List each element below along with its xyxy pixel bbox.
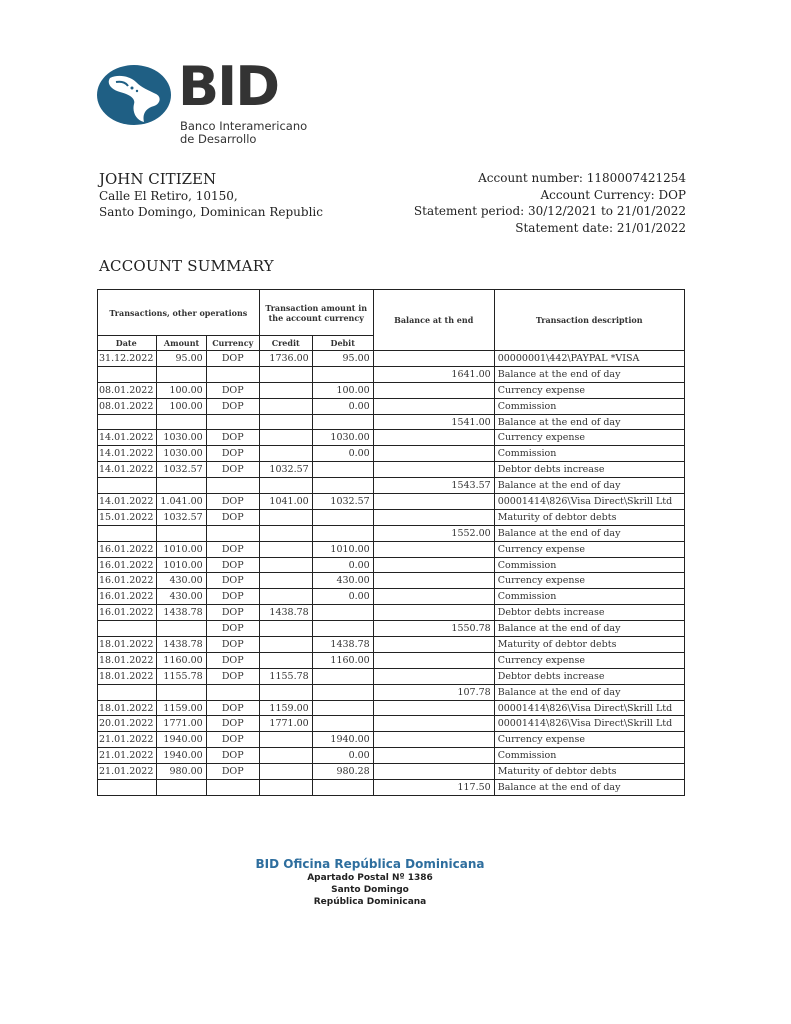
- cell-currency: [206, 414, 259, 430]
- city: Santo Domingo: [331, 885, 409, 895]
- cell-debit: [312, 716, 373, 732]
- cell-description: Currency expense: [494, 541, 684, 557]
- cell-currency: DOP: [206, 398, 259, 414]
- cell-currency: DOP: [206, 732, 259, 748]
- cell-description: Commission: [494, 398, 684, 414]
- cell-credit: 1032.57: [259, 462, 312, 478]
- cell-amount: 1030.00: [157, 446, 206, 462]
- cell-balance: [373, 398, 494, 414]
- cell-currency: DOP: [206, 652, 259, 668]
- cell-date: 21.01.2022: [98, 732, 157, 748]
- table-row: [98, 684, 685, 700]
- customer-block: [99, 170, 323, 220]
- cell-description: Currency expense: [494, 573, 684, 589]
- cell-amount: 430.00: [157, 589, 206, 605]
- statement-date: Statement date: 21/01/2022: [515, 220, 686, 235]
- cell-date: 18.01.2022: [98, 637, 157, 653]
- cell-amount: 1771.00: [157, 716, 206, 732]
- header-date: Date: [98, 336, 157, 351]
- cell-description: Commission: [494, 589, 684, 605]
- cell-currency: DOP: [206, 462, 259, 478]
- table-row: [98, 462, 685, 478]
- cell-debit: 0.00: [312, 398, 373, 414]
- table-row: [98, 716, 685, 732]
- cell-debit: 1438.78: [312, 637, 373, 653]
- header-debit: Debit: [312, 336, 373, 351]
- cell-credit: [259, 541, 312, 557]
- cell-balance: [373, 700, 494, 716]
- header-amount-group: Transaction amount in the account currency: [259, 290, 373, 336]
- cell-amount: 1940.00: [157, 748, 206, 764]
- table-row: [98, 382, 685, 398]
- cell-balance: [373, 732, 494, 748]
- cell-amount: 1940.00: [157, 732, 206, 748]
- transactions-table: [97, 289, 685, 796]
- cell-currency: DOP: [206, 621, 259, 637]
- cell-description: Balance at the end of day: [494, 478, 684, 494]
- cell-currency: DOP: [206, 430, 259, 446]
- cell-date: [98, 414, 157, 430]
- cell-balance: [373, 652, 494, 668]
- cell-balance: [373, 557, 494, 573]
- header-amount: Amount: [157, 336, 206, 351]
- cell-description: Commission: [494, 446, 684, 462]
- cell-balance: [373, 430, 494, 446]
- table-row: [98, 351, 685, 367]
- cell-amount: 1155.78: [157, 668, 206, 684]
- cell-credit: [259, 589, 312, 605]
- cell-balance: 1641.00: [373, 366, 494, 382]
- cell-debit: 430.00: [312, 573, 373, 589]
- cell-credit: [259, 748, 312, 764]
- cell-description: Currency expense: [494, 652, 684, 668]
- cell-debit: 0.00: [312, 589, 373, 605]
- cell-currency: DOP: [206, 494, 259, 510]
- cell-debit: [312, 509, 373, 525]
- cell-date: 21.01.2022: [98, 764, 157, 780]
- cell-debit: [312, 780, 373, 796]
- cell-debit: 100.00: [312, 382, 373, 398]
- cell-description: Commission: [494, 557, 684, 573]
- cell-amount: [157, 525, 206, 541]
- cell-balance: [373, 716, 494, 732]
- cell-amount: 1032.57: [157, 462, 206, 478]
- cell-currency: DOP: [206, 557, 259, 573]
- cell-balance: [373, 589, 494, 605]
- cell-date: 18.01.2022: [98, 652, 157, 668]
- cell-amount: [157, 366, 206, 382]
- cell-debit: 0.00: [312, 446, 373, 462]
- table-row: [98, 780, 685, 796]
- cell-credit: [259, 637, 312, 653]
- cell-date: 21.01.2022: [98, 748, 157, 764]
- cell-debit: 1160.00: [312, 652, 373, 668]
- cell-credit: [259, 652, 312, 668]
- cell-balance: [373, 573, 494, 589]
- cell-description: Currency expense: [494, 430, 684, 446]
- cell-credit: [259, 509, 312, 525]
- cell-credit: [259, 382, 312, 398]
- cell-credit: [259, 557, 312, 573]
- cell-amount: 100.00: [157, 398, 206, 414]
- customer-address-line1: Calle El Retiro, 10150,: [99, 189, 238, 203]
- bank-logo: [96, 55, 316, 146]
- cell-credit: [259, 398, 312, 414]
- header-currency: Currency: [206, 336, 259, 351]
- cell-amount: 980.00: [157, 764, 206, 780]
- cell-credit: [259, 732, 312, 748]
- cell-balance: [373, 494, 494, 510]
- header-transactions-group: Transactions, other operations: [98, 290, 260, 336]
- cell-amount: [157, 780, 206, 796]
- cell-credit: [259, 780, 312, 796]
- cell-description: Maturity of debtor debts: [494, 764, 684, 780]
- table-row: [98, 605, 685, 621]
- cell-description: Commission: [494, 748, 684, 764]
- cell-currency: [206, 366, 259, 382]
- cell-currency: DOP: [206, 573, 259, 589]
- table-row: [98, 589, 685, 605]
- cell-description: 00000001\442\PAYPAL *VISA: [494, 351, 684, 367]
- cell-amount: 95.00: [157, 351, 206, 367]
- cell-amount: [157, 478, 206, 494]
- cell-date: 16.01.2022: [98, 557, 157, 573]
- cell-date: 16.01.2022: [98, 541, 157, 557]
- cell-description: Debtor debts increase: [494, 668, 684, 684]
- header-description: Transaction description: [494, 290, 684, 351]
- cell-currency: [206, 525, 259, 541]
- table-row: [98, 637, 685, 653]
- cell-balance: [373, 764, 494, 780]
- cell-balance: [373, 748, 494, 764]
- cell-credit: [259, 764, 312, 780]
- cell-description: Debtor debts increase: [494, 462, 684, 478]
- cell-balance: [373, 637, 494, 653]
- cell-date: 14.01.2022: [98, 494, 157, 510]
- bank-wordmark: BID: [178, 55, 279, 118]
- account-number: Account number: 1180007421254: [478, 171, 686, 185]
- cell-balance: [373, 509, 494, 525]
- cell-currency: DOP: [206, 668, 259, 684]
- cell-currency: DOP: [206, 446, 259, 462]
- cell-date: 14.01.2022: [98, 446, 157, 462]
- cell-description: Currency expense: [494, 382, 684, 398]
- footer-office-address: [0, 857, 740, 908]
- cell-balance: [373, 382, 494, 398]
- cell-balance: 1552.00: [373, 525, 494, 541]
- cell-credit: [259, 478, 312, 494]
- table-row: [98, 748, 685, 764]
- cell-amount: 1030.00: [157, 430, 206, 446]
- cell-amount: 1159.00: [157, 700, 206, 716]
- table-row: [98, 557, 685, 573]
- cell-amount: 1438.78: [157, 605, 206, 621]
- cell-date: [98, 366, 157, 382]
- account-currency: Account Currency: DOP: [540, 187, 686, 202]
- header-credit: Credit: [259, 336, 312, 351]
- cell-credit: 1771.00: [259, 716, 312, 732]
- cell-date: 31.12.2022: [98, 351, 157, 367]
- cell-currency: DOP: [206, 764, 259, 780]
- cell-debit: [312, 414, 373, 430]
- table-row: [98, 668, 685, 684]
- bank-full-name: Banco Interamericano de Desarrollo: [180, 119, 308, 146]
- cell-date: 18.01.2022: [98, 668, 157, 684]
- cell-amount: 1010.00: [157, 541, 206, 557]
- cell-credit: 1438.78: [259, 605, 312, 621]
- cell-currency: DOP: [206, 509, 259, 525]
- cell-balance: [373, 668, 494, 684]
- cell-description: Maturity of debtor debts: [494, 509, 684, 525]
- cell-balance: [373, 605, 494, 621]
- cell-credit: 1155.78: [259, 668, 312, 684]
- table-row: [98, 478, 685, 494]
- cell-description: 00001414\826\Visa Direct\Skrill Ltd: [494, 700, 684, 716]
- cell-debit: [312, 478, 373, 494]
- cell-balance: [373, 351, 494, 367]
- cell-date: [98, 621, 157, 637]
- table-row: [98, 700, 685, 716]
- cell-debit: [312, 605, 373, 621]
- cell-description: Balance at the end of day: [494, 780, 684, 796]
- cell-currency: DOP: [206, 700, 259, 716]
- table-row: [98, 621, 685, 637]
- table-row: [98, 509, 685, 525]
- cell-date: 20.01.2022: [98, 716, 157, 732]
- table-row: [98, 525, 685, 541]
- cell-credit: [259, 525, 312, 541]
- header-balance: Balance at th end: [373, 290, 494, 351]
- cell-debit: [312, 621, 373, 637]
- cell-description: Balance at the end of day: [494, 366, 684, 382]
- cell-credit: [259, 621, 312, 637]
- cell-credit: 1736.00: [259, 351, 312, 367]
- cell-amount: 1010.00: [157, 557, 206, 573]
- table-row: [98, 398, 685, 414]
- cell-debit: [312, 668, 373, 684]
- cell-date: 08.01.2022: [98, 398, 157, 414]
- cell-balance: 1541.00: [373, 414, 494, 430]
- cell-amount: 430.00: [157, 573, 206, 589]
- cell-debit: [312, 700, 373, 716]
- cell-date: [98, 684, 157, 700]
- cell-balance: [373, 462, 494, 478]
- cell-credit: 1041.00: [259, 494, 312, 510]
- cell-amount: 1032.57: [157, 509, 206, 525]
- cell-date: 16.01.2022: [98, 589, 157, 605]
- cell-amount: 100.00: [157, 382, 206, 398]
- cell-balance: 117.50: [373, 780, 494, 796]
- cell-debit: 0.00: [312, 557, 373, 573]
- section-title: ACCOUNT SUMMARY: [99, 257, 274, 275]
- postal-box: Apartado Postal Nº 1386: [307, 873, 433, 883]
- cell-debit: 0.00: [312, 748, 373, 764]
- cell-description: 00001414\826\Visa Direct\Skrill Ltd: [494, 494, 684, 510]
- cell-date: 18.01.2022: [98, 700, 157, 716]
- cell-credit: [259, 430, 312, 446]
- cell-date: 08.01.2022: [98, 382, 157, 398]
- cell-credit: [259, 573, 312, 589]
- cell-date: [98, 478, 157, 494]
- cell-balance: 107.78: [373, 684, 494, 700]
- cell-date: 16.01.2022: [98, 605, 157, 621]
- cell-date: 16.01.2022: [98, 573, 157, 589]
- table-row: [98, 366, 685, 382]
- table-row: [98, 430, 685, 446]
- cell-debit: 1030.00: [312, 430, 373, 446]
- cell-credit: [259, 446, 312, 462]
- cell-currency: [206, 684, 259, 700]
- cell-currency: DOP: [206, 589, 259, 605]
- table-row: [98, 541, 685, 557]
- statement-period: Statement period: 30/12/2021 to 21/01/2022: [413, 204, 686, 218]
- cell-description: Maturity of debtor debts: [494, 637, 684, 653]
- office-name: BID Oficina República Dominicana: [255, 857, 485, 871]
- cell-currency: DOP: [206, 605, 259, 621]
- cell-description: Balance at the end of day: [494, 621, 684, 637]
- table-row: [98, 414, 685, 430]
- table-row: [98, 652, 685, 668]
- cell-description: Balance at the end of day: [494, 414, 684, 430]
- cell-currency: [206, 780, 259, 796]
- cell-currency: DOP: [206, 637, 259, 653]
- customer-address-line2: Santo Domingo, Dominican Republic: [99, 205, 323, 219]
- cell-debit: [312, 525, 373, 541]
- cell-description: Balance at the end of day: [494, 525, 684, 541]
- cell-balance: 1543.57: [373, 478, 494, 494]
- cell-debit: 95.00: [312, 351, 373, 367]
- cell-date: 14.01.2022: [98, 462, 157, 478]
- cell-debit: 980.28: [312, 764, 373, 780]
- cell-debit: 1940.00: [312, 732, 373, 748]
- table-row: [98, 446, 685, 462]
- cell-credit: [259, 366, 312, 382]
- cell-amount: 1160.00: [157, 652, 206, 668]
- customer-name: JOHN CITIZEN: [99, 170, 217, 188]
- cell-date: 14.01.2022: [98, 430, 157, 446]
- account-info: [414, 170, 686, 236]
- cell-currency: DOP: [206, 748, 259, 764]
- cell-debit: 1032.57: [312, 494, 373, 510]
- cell-description: Currency expense: [494, 732, 684, 748]
- cell-balance: 1550.78: [373, 621, 494, 637]
- table-row: [98, 732, 685, 748]
- cell-currency: DOP: [206, 541, 259, 557]
- cell-amount: [157, 684, 206, 700]
- cell-description: Debtor debts increase: [494, 605, 684, 621]
- cell-debit: [312, 684, 373, 700]
- table-row: [98, 573, 685, 589]
- cell-credit: [259, 684, 312, 700]
- cell-balance: [373, 541, 494, 557]
- country: República Dominicana: [313, 897, 427, 907]
- cell-currency: DOP: [206, 382, 259, 398]
- cell-amount: 1438.78: [157, 637, 206, 653]
- cell-currency: DOP: [206, 716, 259, 732]
- cell-amount: [157, 621, 206, 637]
- cell-currency: [206, 478, 259, 494]
- cell-amount: [157, 414, 206, 430]
- cell-description: 00001414\826\Visa Direct\Skrill Ltd: [494, 716, 684, 732]
- cell-currency: DOP: [206, 351, 259, 367]
- cell-debit: 1010.00: [312, 541, 373, 557]
- cell-debit: [312, 462, 373, 478]
- cell-date: 15.01.2022: [98, 509, 157, 525]
- globe-americas-icon: [96, 64, 172, 126]
- cell-balance: [373, 446, 494, 462]
- cell-credit: 1159.00: [259, 700, 312, 716]
- table-row: [98, 764, 685, 780]
- cell-credit: [259, 414, 312, 430]
- cell-debit: [312, 366, 373, 382]
- table-row: [98, 494, 685, 510]
- cell-amount: 1.041.00: [157, 494, 206, 510]
- cell-description: Balance at the end of day: [494, 684, 684, 700]
- cell-date: [98, 780, 157, 796]
- cell-date: [98, 525, 157, 541]
